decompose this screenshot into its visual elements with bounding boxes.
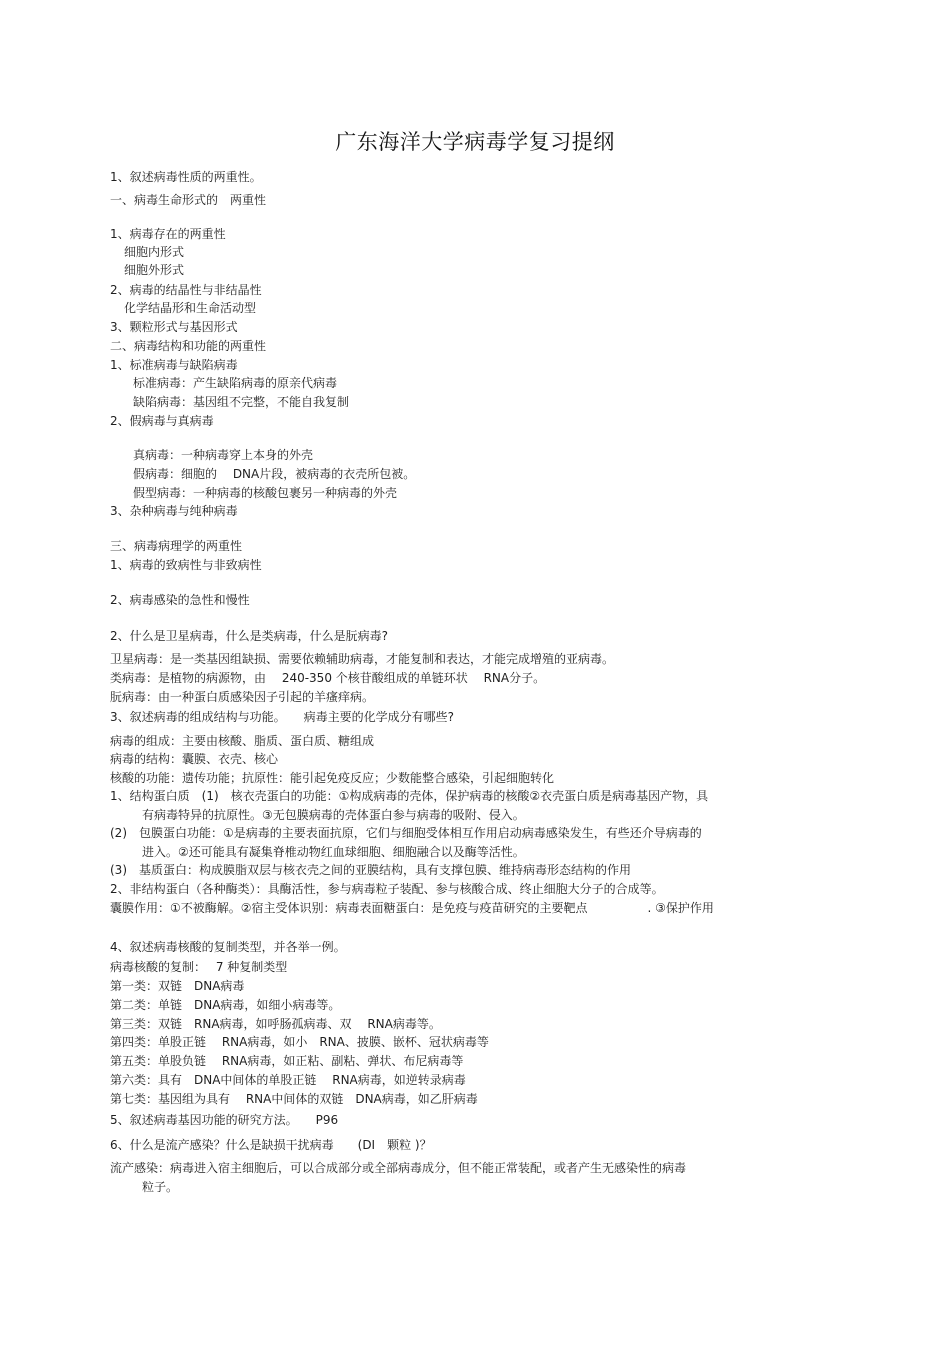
text-line: 卫星病毒：是一类基因组缺损、需要依赖辅助病毒，才能复制和表达，才能完成增殖的亚病毒。 [110,652,615,666]
text-line: 1、病毒存在的两重性 [110,227,226,241]
text-line: 4、叙述病毒核酸的复制类型，并各举一例。 [110,940,346,954]
text-line: 2、什么是卫星病毒，什么是类病毒，什么是朊病毒? [110,629,389,643]
text-line: 缺陷病毒：基因组不完整，不能自我复制 [133,395,350,409]
text-line: 3、叙述病毒的组成结构与功能。 病毒主要的化学成分有哪些? [110,710,455,724]
text-line: 1、标准病毒与缺陷病毒 [110,358,238,372]
text-line: 囊膜作用：①不被酶解。②宿主受体识别：病毒表面糖蛋白：是免疫与疫苗研究的主要靶点 . ③保护作用 [110,901,714,915]
text-line: 细胞外形式 [124,263,185,277]
text-line: 粒子。 [142,1180,179,1194]
text-line: 第七类：基因组为具有 RNA中间体的双链 DNA病毒，如乙肝病毒 [110,1092,478,1106]
text-line: 标准病毒：产生缺陷病毒的原亲代病毒 [133,376,338,390]
text-line: 3、杂种病毒与纯种病毒 [110,504,238,518]
text-line: 细胞内形式 [124,245,185,259]
text-line: 化学结晶形和生命活动型 [124,301,257,315]
text-line: 1、叙述病毒性质的两重性。 [110,170,262,184]
text-line: 3、颗粒形式与基因形式 [110,320,238,334]
text-line: 第五类：单股负链 RNA病毒，如正粘、副粘、弹状、布尼病毒等 [110,1054,464,1068]
text-line: 1、病毒的致病性与非致病性 [110,558,262,572]
text-line: 2、假病毒与真病毒 [110,414,214,428]
text-line: 第一类：双链 DNA病毒 [110,979,245,993]
text-line: 一、病毒生命形式的 两重性 [110,193,267,207]
text-line: 病毒的组成：主要由核酸、脂质、蛋白质、糖组成 [110,734,375,748]
text-line: 病毒核酸的复制： 7 种复制类型 [110,960,288,974]
text-line: 2、病毒感染的急性和慢性 [110,593,250,607]
text-line: 第六类：具有 DNA中间体的单股正链 RNA病毒，如逆转录病毒 [110,1073,466,1087]
text-line: 病毒的结构：囊膜、衣壳、核心 [110,752,279,766]
text-line: 2、病毒的结晶性与非结晶性 [110,283,262,297]
text-line: 三、病毒病理学的两重性 [110,539,243,553]
document-title: 广东海洋大学病毒学复习提纲 [335,130,615,154]
text-line: 假病毒：细胞的 DNA片段，被病毒的衣壳所包被。 [133,467,416,481]
text-line: 6、什么是流产感染？什么是缺损干扰病毒 (DI 颗粒 )？ [110,1138,432,1152]
text-line: 2、非结构蛋白（各种酶类）：具酶活性，参与病毒粒子装配、参与核酸合成、终止细胞大分子的合成等。 [110,882,664,896]
text-line: 第四类：单股正链 RNA病毒，如小 RNA、披膜、嵌杯、冠状病毒等 [110,1035,489,1049]
text-line: 5、叙述病毒基因功能的研究方法。 P96 [110,1113,339,1127]
text-line: 第三类：双链 RNA病毒，如呼肠孤病毒、双 RNA病毒等。 [110,1017,441,1031]
text-line: 进入。②还可能具有凝集脊椎动物红血球细胞、细胞融合以及酶等活性。 [142,845,525,859]
text-line: 类病毒：是植物的病源物，由 240-350 个核苷酸组成的单链环状 RNA分子。 [110,671,546,685]
text-line: 二、病毒结构和功能的两重性 [110,339,267,353]
text-line: 第二类：单链 DNA病毒，如细小病毒等。 [110,998,341,1012]
text-line: 流产感染：病毒进入宿主细胞后，可以合成部分或全部病毒成分，但不能正常装配，或者产生无感染性的病毒 [110,1161,687,1175]
text-line: 假型病毒：一种病毒的核酸包裹另一种病毒的外壳 [133,486,398,500]
text-line: 有病毒特异的抗原性。③无包膜病毒的壳体蛋白参与病毒的吸附、侵入。 [142,808,525,822]
text-line: (3) 基质蛋白：构成膜脂双层与核衣壳之间的亚膜结构，具有支撑包膜、维持病毒形态结构的作用 [110,863,632,877]
text-line: 核酸的功能：遗传功能；抗原性：能引起免疫反应；少数能整合感染，引起细胞转化 [110,771,555,785]
text-line: 真病毒：一种病毒穿上本身的外壳 [133,448,314,462]
text-line: 朊病毒：由一种蛋白质感染因子引起的羊瘙痒病。 [110,690,375,704]
text-line: (2) 包膜蛋白功能：①是病毒的主要表面抗原，它们与细胞受体相互作用启动病毒感染发生，有些还介导病毒的 [110,826,702,840]
text-line: 1、结构蛋白质 (1) 核衣壳蛋白的功能：①构成病毒的壳体，保护病毒的核酸②衣壳蛋白质是病毒基因产物，具 [110,789,709,803]
